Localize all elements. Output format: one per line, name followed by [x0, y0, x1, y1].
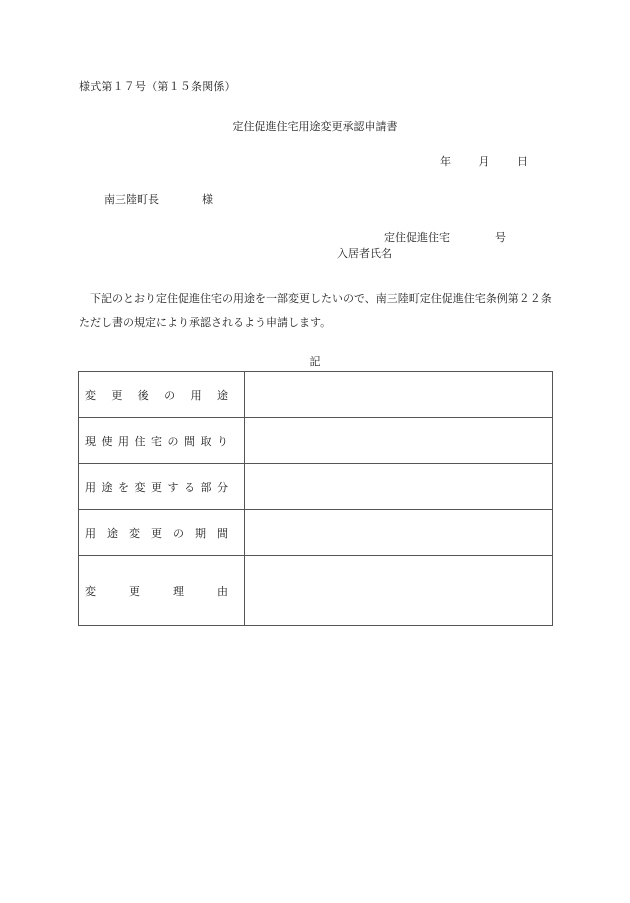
label-char: 用: [85, 480, 96, 494]
label-char: 現: [85, 434, 96, 448]
addressee-honorific: 様: [202, 193, 213, 206]
row-label-changed-portion: [79, 464, 245, 510]
label-char: 使: [101, 434, 113, 448]
label-char: 変: [129, 526, 140, 540]
addressee-name: 南三陸町長: [104, 193, 159, 206]
label-char: 更: [111, 388, 123, 402]
label-char: す: [167, 480, 179, 494]
housing-number-line: [384, 231, 506, 245]
label-char: 途: [107, 526, 118, 540]
label-char: 用: [85, 526, 96, 540]
change-reason-field[interactable]: [245, 556, 553, 626]
table-row: [79, 464, 553, 510]
table-row: [79, 510, 553, 556]
label-char: 住: [134, 434, 146, 448]
label-char: 由: [217, 584, 228, 598]
date-month-label: 月: [478, 155, 490, 168]
resident-name-label: 入居者氏名: [337, 247, 392, 260]
label-char: 変: [85, 584, 96, 598]
record-table: [78, 371, 553, 626]
label-char: の: [164, 388, 176, 402]
label-char: 後: [137, 388, 149, 402]
label-char: 宅: [151, 434, 162, 448]
label-char: 取: [200, 434, 212, 448]
table-row: [79, 372, 553, 418]
label-char: の: [173, 526, 184, 540]
label-char: り: [217, 434, 228, 448]
document-title: 定住促進住宅用途変更承認申請書: [232, 120, 398, 133]
label-char: 途: [216, 388, 228, 402]
row-label-use-after-change: [79, 372, 245, 418]
label-char: 変: [85, 388, 96, 402]
row-label-current-floor-plan: [79, 418, 245, 464]
use-after-change-field[interactable]: [245, 372, 553, 418]
label-char: 更: [151, 480, 162, 494]
label-char: 更: [151, 526, 162, 540]
form-number: 様式第１７号（第１５条関係）: [79, 80, 236, 93]
label-char: 間: [184, 434, 195, 448]
date-day-label: 日: [517, 155, 528, 168]
label-char: を: [118, 480, 129, 494]
label-char: 期: [195, 526, 206, 540]
record-heading: 記: [309, 355, 321, 368]
changed-portion-field[interactable]: [245, 464, 553, 510]
label-char: 用: [118, 434, 129, 448]
housing-label: 定住促進住宅: [384, 231, 450, 244]
label-char: る: [184, 480, 195, 494]
date-year-label: 年: [440, 155, 451, 168]
label-char: 間: [217, 526, 228, 540]
row-label-change-period: [79, 510, 245, 556]
current-floor-plan-field[interactable]: [245, 418, 553, 464]
change-period-field[interactable]: [245, 510, 553, 556]
label-char: 途: [101, 480, 113, 494]
label-char: 分: [217, 480, 228, 494]
date-line: [440, 155, 528, 169]
label-char: 理: [173, 584, 184, 598]
addressee: [104, 193, 213, 207]
table-row: [79, 418, 553, 464]
label-char: の: [167, 434, 179, 448]
application-body-text: 下記のとおり定住促進住宅の用途を一部変更したいので、南三陸町定住促進住宅条例第２２条ただし書の規定により承認されるよう申請します。: [79, 292, 552, 329]
row-label-change-reason: [79, 556, 245, 626]
housing-number-suffix: 号: [495, 231, 506, 244]
label-char: 更: [129, 584, 140, 598]
label-char: 用: [190, 388, 202, 402]
table-row: [79, 556, 553, 626]
label-char: 部: [200, 480, 212, 494]
label-char: 変: [134, 480, 146, 494]
